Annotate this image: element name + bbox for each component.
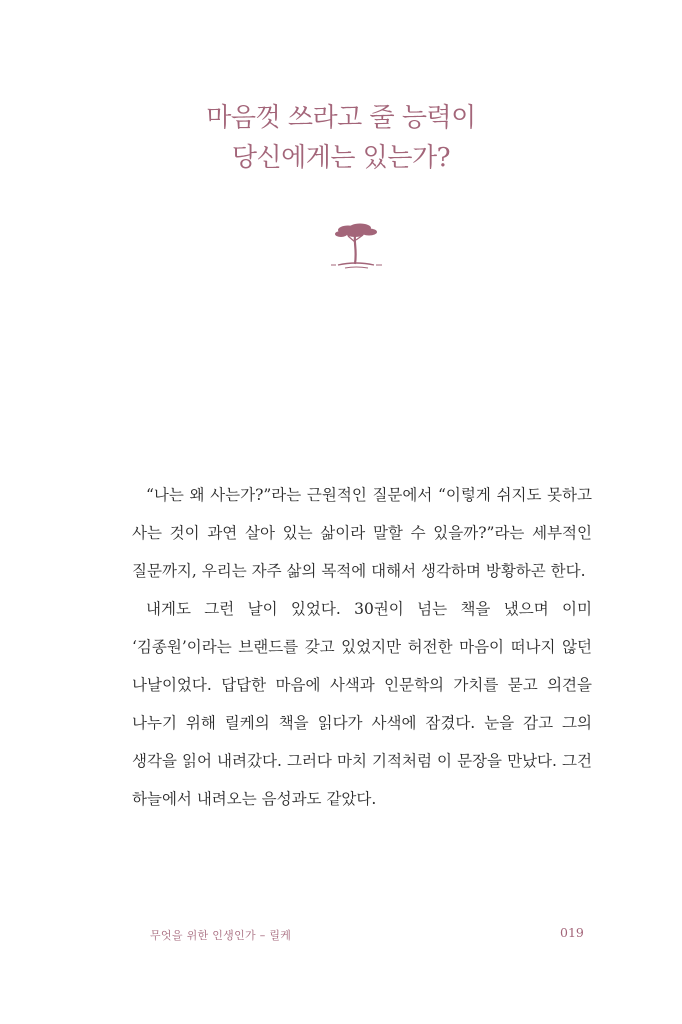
page-number: 019 bbox=[560, 925, 584, 940]
body-paragraph-1: “나는 왜 사는가?”라는 근원적인 질문에서 “이렇게 쉬지도 못하고 사는 것이 과연 살아 있는 삶이라 말할 수 있을까?”라는 세부적인 질문까지, 우리는 자주 삶의 목적에 대해서 생각하며 방황하곤 한다. bbox=[132, 486, 592, 580]
chapter-title bbox=[0, 98, 682, 178]
running-title: 무엇을 위한 인생인가 – 릴케 bbox=[150, 929, 292, 942]
chapter-title-line-2: 당신에게는 있는가? bbox=[231, 143, 451, 173]
chapter-title-line-1: 마음껏 쓰라고 줄 능력이 bbox=[206, 103, 476, 133]
body-text bbox=[132, 476, 592, 818]
tree-ornament-icon bbox=[328, 220, 384, 272]
body-paragraph-2: 내게도 그런 날이 있었다. 30권이 넘는 책을 냈으며 이미 ‘김종원’이라는 브랜드를 갖고 있었지만 허전한 마음이 떠나지 않던 나날이었다. 답답한 마음에 사색과 인문학의 가치를 묻고 의견을 나누기 위해 릴케의 책을 읽다가 사색에 잠겼다. 눈을 감고 그의 생각을 읽어 내려갔다. 그러다 마치 기적처럼 이 문장을 만났다. 그건 하늘에서 내려오는 음성과도 같았다. bbox=[132, 600, 592, 808]
